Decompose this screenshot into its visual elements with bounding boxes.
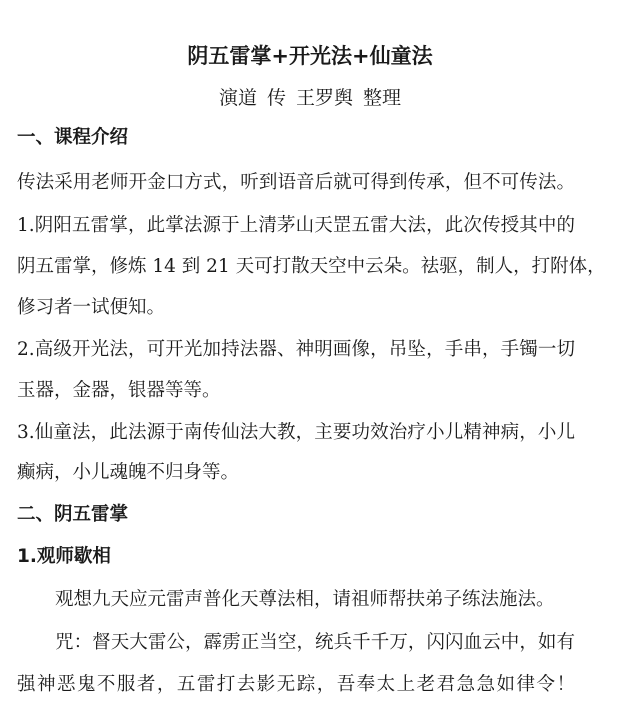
document-title: 阴五雷掌+开光法+仙童法	[187, 44, 433, 68]
document-subtitle: 演道 传 王罗舆 整理	[218, 87, 402, 109]
mantra-line: 咒：督天大雷公，霹雳正当空，统兵千千万，闪闪血云中，如有	[55, 632, 575, 653]
subsection-heading: 1.观师歇相	[17, 546, 111, 567]
paragraph-line: 修习者一试便知。	[17, 297, 166, 318]
paragraph-line: 3.仙童法，此法源于南传仙法大教，主要功效治疗小儿精神病，小儿	[17, 422, 575, 443]
paragraph-line: 2.高级开光法，可开光加持法器、神明画像，吊坠，手串，手镯一切	[17, 339, 575, 360]
paragraph-line: 1.阴阳五雷掌，此掌法源于上清茅山天罡五雷大法，此次传授其中的	[17, 215, 575, 236]
paragraph-line: 传法采用老师开金口方式，听到语音后就可得到传承，但不可传法。	[17, 172, 575, 193]
section-heading-course-intro: 一、课程介绍	[17, 127, 129, 148]
paragraph-line: 玉器，金器，银器等等。	[17, 380, 221, 401]
paragraph-line: 阴五雷掌，修炼 14 到 21 天可打散天空中云朵。祛驱，制人，打附体，	[17, 256, 606, 277]
mantra-line: 强神恶鬼不服者，五雷打去影无踪，吾奉太上老君急急如律令！	[17, 674, 575, 695]
paragraph-line: 癫病，小儿魂魄不归身等。	[17, 462, 240, 483]
paragraph-line: 观想九天应元雷声普化天尊法相，请祖师帮扶弟子练法施法。	[55, 589, 555, 610]
section-heading-yin-wulei: 二、阴五雷掌	[17, 504, 129, 525]
